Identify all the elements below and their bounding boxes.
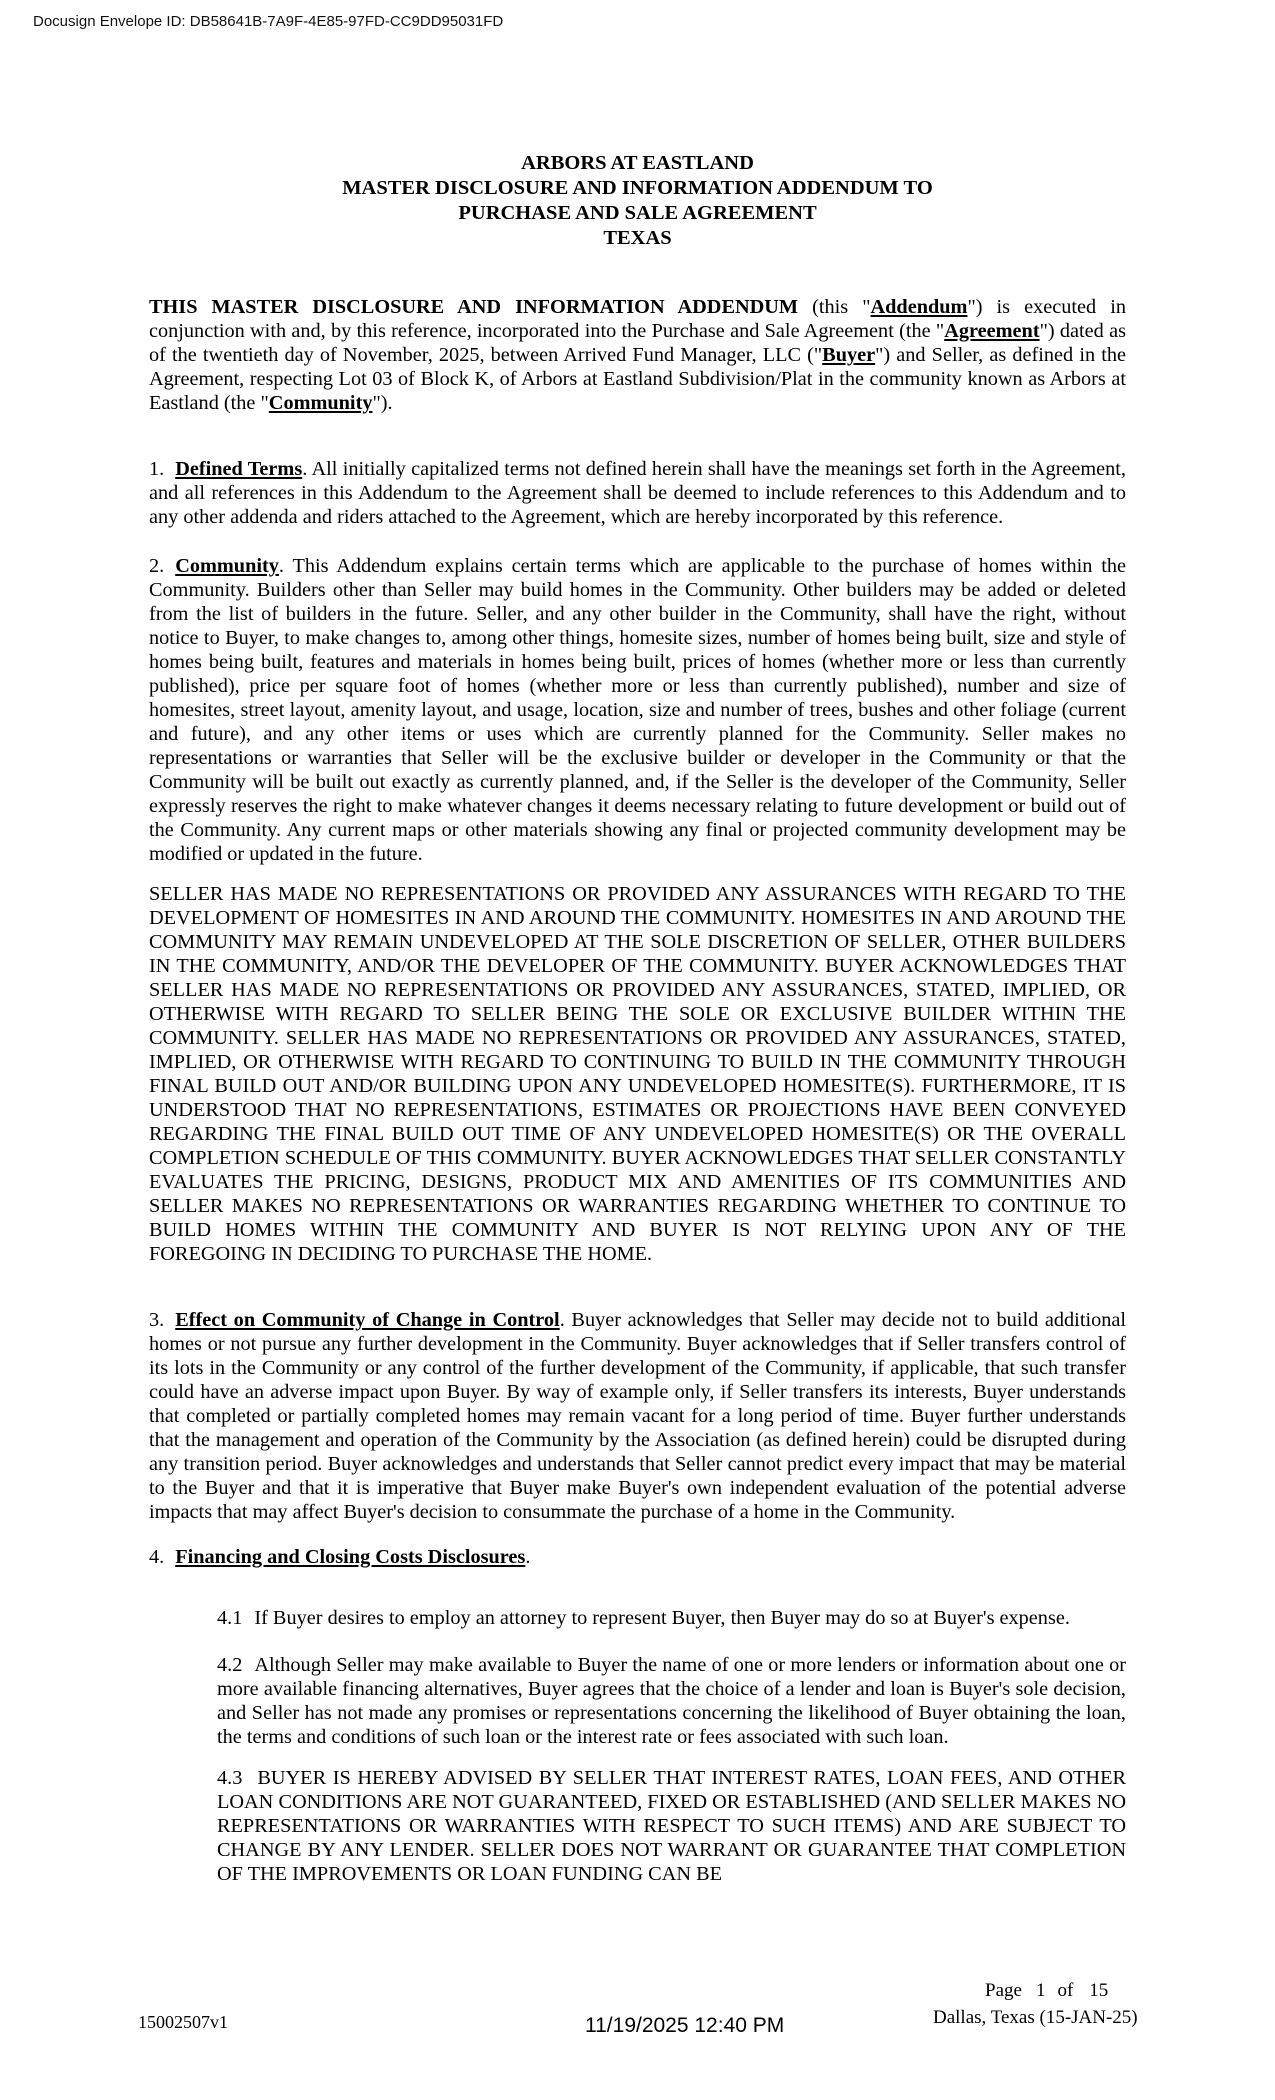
intro-paragraph [149, 295, 1126, 415]
section-body: . Buyer acknowledges that Seller may decide not to build additional homes or not pursue any further development in the Community. Buyer acknowledges that if Seller transfers control of its lots in the Community or any control of the further development of the Community, if applicable, that such transfer could have an adverse impact upon Buyer. By way of example only, if Seller transfers its interests, Buyer understands that completed or partially completed homes may remain vacant for a long period of time. Buyer further understands that the management and operation of the Community by the Association (as defined herein) could be disrupted during any transition period. Buyer acknowledges and understands that Seller cannot predict every impact that may be material to the Buyer and that it is imperative that Buyer make Buyer's own independent evaluation of the potential adverse impacts that may affect Buyer's decision to consummate the purchase of a home in the Community. [149, 1309, 1126, 1523]
text-run: ") is executed in conjunction with and, by this reference, incorporated into the Purchase and Sale Agreement (the " [149, 296, 1126, 342]
page-number-indicator [985, 1980, 1108, 2002]
subsection-number: 4.3 [217, 1767, 243, 1789]
section-number: 4. [149, 1546, 165, 1568]
footer-document-number: 15002507v1 [138, 2012, 228, 2032]
docusign-envelope-id: Docusign Envelope ID: DB58641B-7A9F-4E85-97FD-CC9DD95031FD [33, 13, 504, 30]
section-4-financing-heading [149, 1545, 1126, 1569]
footer-timestamp: 11/19/2025 12:40 PM [585, 2014, 785, 2037]
defined-term-agreement: Agreement [944, 320, 1040, 342]
section-body: . [525, 1546, 531, 1568]
page-content [149, 151, 1126, 1886]
subsection-number: 4.2 [217, 1654, 243, 1676]
subsection-number: 4.1 [217, 1607, 243, 1629]
title-line-state: TEXAS [603, 227, 672, 249]
section-number: 2. [149, 555, 165, 577]
subsection-body: If Buyer desires to employ an attorney to represent Buyer, then Buyer may do so at Buyer's expense. [254, 1607, 1070, 1629]
section-2-community [149, 554, 1126, 866]
title-line-agreement: PURCHASE AND SALE AGREEMENT [458, 202, 817, 224]
subsection-body: Although Seller may make available to Buyer the name of one or more lenders or information about one or more available financing alternatives, Buyer agrees that the choice of a lender and loan is Buyer's sole decision, and Seller has not made any promises or representations concerning the likelihood of Buyer obtaining the loan, the terms and conditions of such loan or the interest rate or fees associated with such loan. [217, 1654, 1126, 1748]
title-line-community-name: ARBORS AT EASTLAND [521, 152, 754, 174]
subsection-4-3 [217, 1766, 1126, 1886]
section-3-effect-on-community [149, 1308, 1126, 1524]
text-run: "). [372, 392, 393, 414]
section-1-defined-terms [149, 457, 1126, 529]
subsection-4-2 [217, 1653, 1126, 1749]
section-heading: Effect on Community of Change in Control [175, 1309, 560, 1331]
subsection-4-1 [217, 1606, 1126, 1630]
section-number: 1. [149, 458, 165, 480]
section-body: . This Addendum explains certain terms which are applicable to the purchase of homes within the Community. Builders other than Seller may build homes in the Community. Other builders may be added or deleted from the list of builders in the future. Seller, and any other builder in the Community, shall have the right, without notice to Buyer, to make changes to, among other things, homesite sizes, number of homes being built, size and style of homes being built, features and materials in homes being built, prices of homes (whether more or less than currently published), price per square foot of homes (whether more or less than currently published), number and size of homesites, street layout, amenity layout, and usage, location, size and number of trees, bushes and other foliage (current and future), and any other items or uses which are currently planned for the Community. Seller makes no representations or warranties that Seller will be the exclusive builder or developer in the Community or that the Community will be built out exactly as currently planned, and, if the Seller is the developer of the Community, Seller expressly reserves the right to make whatever changes it deems necessary relating to future development or build out of the Community. Any current maps or other materials showing any final or projected community development may be modified or updated in the future. [149, 555, 1126, 865]
seller-no-representations-paragraph [149, 882, 1126, 1266]
section-heading: Defined Terms [175, 458, 303, 480]
section-number: 3. [149, 1309, 165, 1331]
page-current: 1 [1035, 1980, 1046, 2001]
document-title [149, 151, 1126, 251]
subsection-body: BUYER IS HEREBY ADVISED BY SELLER THAT INTEREST RATES, LOAN FEES, AND OTHER LOAN CONDITIONS ARE NOT GUARANTEED, FIXED OR ESTABLISHED (AND SELLER MAKES NO REPRESENTATIONS OR WARRANTIES WITH RESPECT TO SUCH ITEMS) AND ARE SUBJECT TO CHANGE BY ANY LENDER. SELLER DOES NOT WARRANT OR GUARANTEE THAT COMPLETION OF THE IMPROVEMENTS OR LOAN FUNDING CAN BE [217, 1767, 1126, 1885]
section-heading: Financing and Closing Costs Disclosures [175, 1546, 526, 1568]
page-of-label: of [1057, 1980, 1074, 2001]
defined-term-addendum: Addendum [870, 296, 968, 318]
footer-location: Dallas, Texas (15-JAN-25) [933, 2007, 1138, 2028]
title-line-addendum: MASTER DISCLOSURE AND INFORMATION ADDENDUM TO [342, 177, 933, 199]
text-run: ") and Seller, as defined in the Agreement, respecting Lot 03 of Block K, of Arbors at Eastland Subdivision/Plat in the community known as Arbors at Eastland (the " [149, 344, 1126, 414]
page-label: Page [985, 1980, 1022, 2001]
page-total: 15 [1089, 1980, 1109, 2001]
defined-term-buyer: Buyer [822, 344, 876, 366]
section-body: . All initially capitalized terms not defined herein shall have the meanings set forth in the Agreement, and all references in this Addendum to the Agreement shall be deemed to include references to this Addendum and to any other addenda and riders attached to the Agreement, which are hereby incorporated by this reference. [149, 458, 1126, 528]
intro-lead-bold: THIS MASTER DISCLOSURE AND INFORMATION ADDENDUM [149, 296, 799, 318]
section-heading: Community [175, 555, 279, 577]
caps-disclosure-text: SELLER HAS MADE NO REPRESENTATIONS OR PROVIDED ANY ASSURANCES WITH REGARD TO THE DEVELOPMENT OF HOMESITES IN AND AROUND THE COMMUNITY. HOMESITES IN AND AROUND THE COMMUNITY MAY REMAIN UNDEVELOPED AT THE SOLE DISCRETION OF SELLER, OTHER BUILDERS IN THE COMMUNITY, AND/OR THE DEVELOPER OF THE COMMUNITY. BUYER ACKNOWLEDGES THAT SELLER HAS MADE NO REPRESENTATIONS OR PROVIDED ANY ASSURANCES, STATED, IMPLIED, OR OTHERWISE WITH REGARD TO SELLER BEING THE SOLE OR EXCLUSIVE BUILDER WITHIN THE COMMUNITY. SELLER HAS MADE NO REPRESENTATIONS OR PROVIDED ANY ASSURANCES, STATED, IMPLIED, OR OTHERWISE WITH REGARD TO CONTINUING TO BUILD IN THE COMMUNITY THROUGH FINAL BUILD OUT AND/OR BUILDING UPON ANY UNDEVELOPED HOMESITE(S). FURTHERMORE, IT IS UNDERSTOOD THAT NO REPRESENTATIONS, ESTIMATES OR PROJECTIONS HAVE BEEN CONVEYED REGARDING THE FINAL BUILD OUT TIME OF ANY UNDEVELOPED HOMESITE(S) OR THE OVERALL COMPLETION SCHEDULE OF THIS COMMUNITY. BUYER ACKNOWLEDGES THAT SELLER CONSTANTLY EVALUATES THE PRICING, DESIGNS, PRODUCT MIX AND AMENITIES OF ITS COMMUNITIES AND SELLER MAKES NO REPRESENTATIONS OR WARRANTIES REGARDING WHETHER TO CONTINUE TO BUILD HOMES WITHIN THE COMMUNITY AND BUYER IS NOT RELYING UPON ANY OF THE FOREGOING IN DECIDING TO PURCHASE THE HOME. [149, 883, 1126, 1265]
defined-term-community: Community [268, 392, 373, 414]
text-run: (this " [798, 296, 871, 318]
text-run: ") dated as of the twentieth day of November, 2025, between Arrived Fund Manager, LLC (" [149, 320, 1126, 366]
